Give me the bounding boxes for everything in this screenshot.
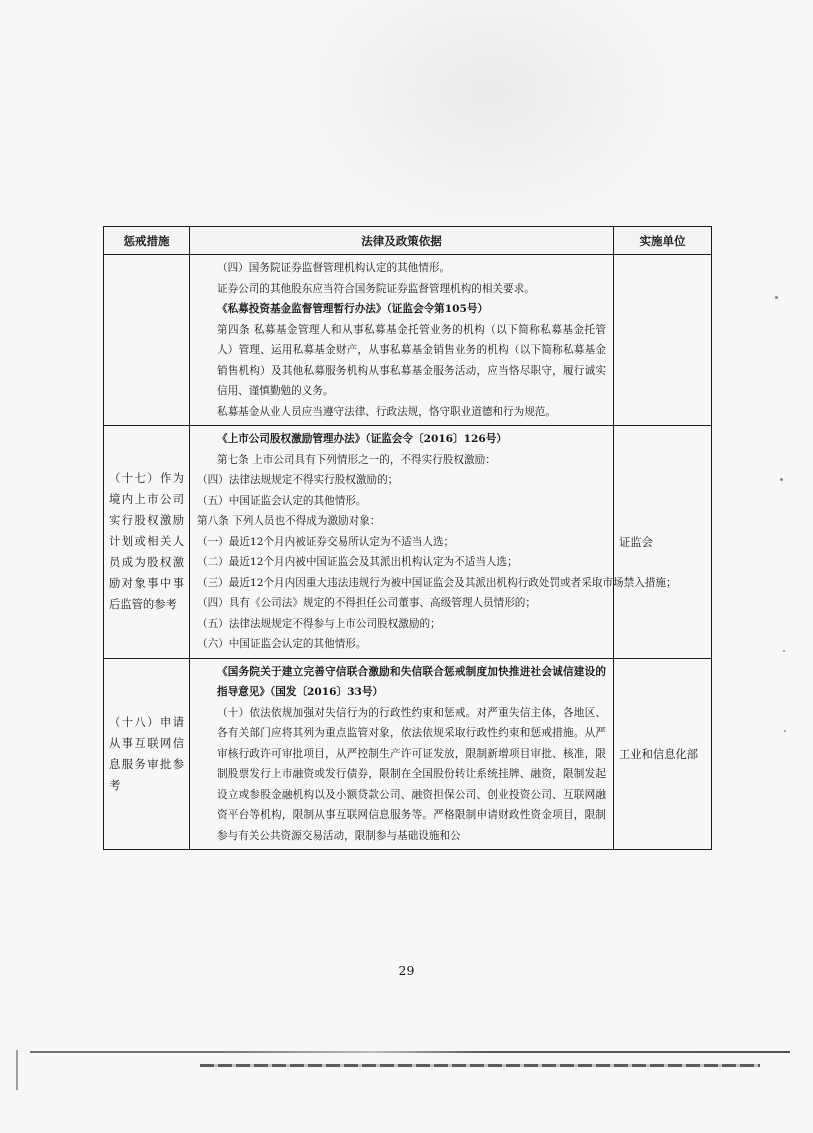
measure-cell: （十八）申请从事互联网信息服务审批参考 <box>104 658 190 850</box>
basis-line: （五）法律法规规定不得参与上市公司股权激励的； <box>197 617 441 630</box>
scan-speck <box>784 730 786 732</box>
table-header-row <box>104 227 712 255</box>
basis-line: （五）中国证监会认定的其他情形。 <box>197 494 367 507</box>
regulation-title: 《国务院关于建立完善守信联合激励和失信联合惩戒制度加快推进社会诚信建设的指导意见》（国发〔2016〕33号） <box>217 665 606 698</box>
basis-paragraph: （十）依法依规加强对失信行为的行政性约束和惩戒。对严重失信主体，各地区、各有关部门应将其列为重点监管对象，依法依规采取行政性约束和惩戒措施。从严审核行政许可审批项目，从严控制生产许可证发放，限制新增项目审批、核准，限制股票发行上市融资或发行债券，限制在全国股份转让系统挂牌、融资，限制发起设立或参股金融机构以及小额贷款公司、融资担保公司、创业投资公司、互联网融资平台等机构，限制从事互联网信息服务等。严格限制申请财政性资金项目，限制参与有关公共资源交易活动，限制参与基础设施和公 <box>217 706 606 842</box>
scan-edge-line <box>200 1064 760 1067</box>
basis-line: 第八条 下列人员也不得成为激励对象： <box>197 515 381 527</box>
table-row <box>104 658 712 850</box>
implementing-unit-cell: 证监会 <box>614 426 712 659</box>
basis-line: 第七条 上市公司具有下列情形之一的，不得实行股权激励： <box>217 453 496 466</box>
scan-edge-mark <box>16 1050 18 1090</box>
regulation-title: 《私募投资基金监督管理暂行办法》（证监会令第105号） <box>217 303 489 315</box>
sanction-measures-table <box>103 226 712 850</box>
basis-line: （六）中国证监会认定的其他情形。 <box>197 638 367 650</box>
basis-line: （四）法律法规规定不得实行股权激励的； <box>197 474 399 486</box>
header-legal-basis: 法律及政策依据 <box>190 227 614 255</box>
scan-speck <box>783 650 785 652</box>
basis-line: （四）国务院证券监督管理机构认定的其他情形。 <box>217 262 451 274</box>
page-number: 29 <box>398 963 415 978</box>
basis-line: （四）具有《公司法》规定的不得担任公司董事、高级管理人员情形的； <box>197 597 536 609</box>
scan-speck <box>775 296 778 299</box>
basis-paragraph: 第四条 私募基金管理人和从事私募基金托管业务的机构（以下简称私募基金托管人）管理、运用私募基金财产，从事私募基金销售业务的机构（以下简称私募基金销售机构）及其他私募服务机构从事私募基金服务活动，应当恪尽职守，履行诚实信用、谨慎勤勉的义务。 <box>217 323 606 397</box>
legal-basis-cell <box>190 426 677 659</box>
measure-cell: （十七）作为境内上市公司实行股权激励计划或相关人员成为股权激励对象事中事后监管的参考 <box>104 426 190 659</box>
legal-basis-cell <box>190 658 614 850</box>
table-row <box>104 255 712 426</box>
implementing-unit-cell <box>614 255 712 426</box>
scan-shadow <box>300 0 680 230</box>
header-measure: 惩戒措施 <box>104 227 190 255</box>
basis-line: 证券公司的其他股东应当符合国务院证券监督管理机构的相关要求。 <box>217 282 535 295</box>
table-row <box>104 426 712 659</box>
scan-speck <box>780 478 783 481</box>
scan-edge-line <box>30 1051 790 1053</box>
legal-basis-cell <box>190 255 614 426</box>
implementing-unit-cell: 工业和信息化部 <box>614 658 712 850</box>
basis-line: （二）最近12个月内被中国证监会及其派出机构认定为不适当人选； <box>197 556 518 568</box>
header-implementing-unit: 实施单位 <box>614 227 712 255</box>
regulation-title: 《上市公司股权激励管理办法》（证监会令〔2016〕126号） <box>217 433 507 445</box>
basis-line: （一）最近12个月内被证券交易所认定为不适当人选； <box>197 535 455 548</box>
measure-cell <box>104 255 190 426</box>
basis-line: 私募基金从业人员应当遵守法律、行政法规，恪守职业道德和行为规范。 <box>217 405 556 418</box>
basis-line: （三）最近12个月内因重大违法违规行为被中国证监会及其派出机构行政处罚或者采取市场禁入措施； <box>197 576 677 589</box>
